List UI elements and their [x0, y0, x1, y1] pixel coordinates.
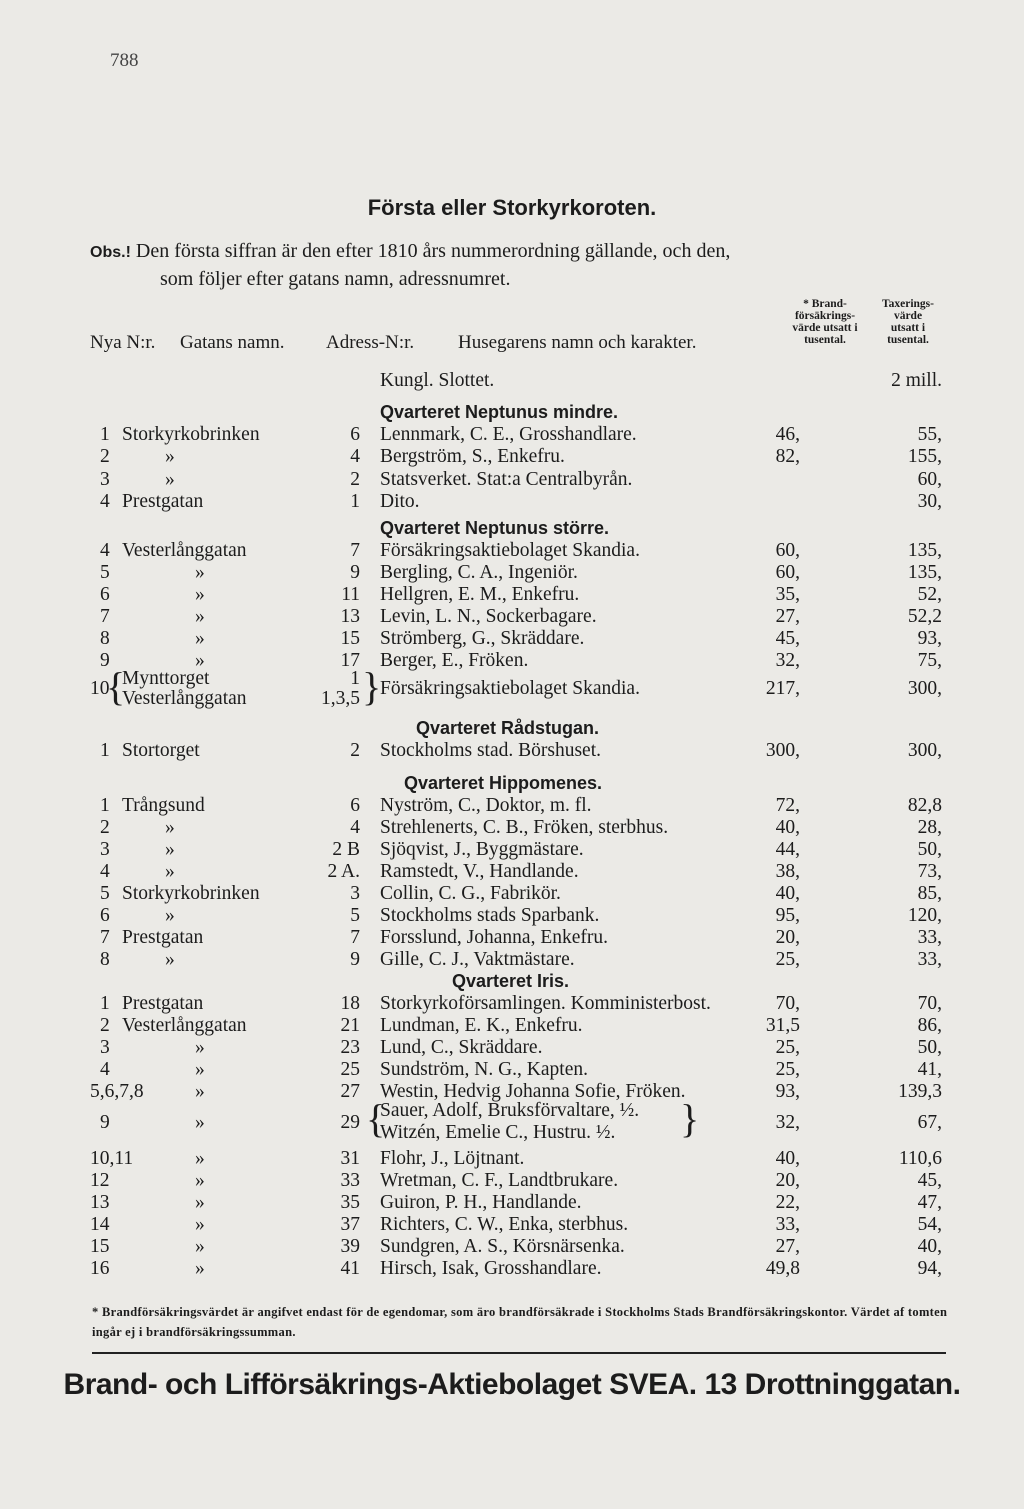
table-row: 5 Storkyrkobrinken 3 Collin, C. G., Fabrikör. 40, 85, — [100, 883, 942, 904]
note — [90, 238, 960, 292]
brace-close: } — [362, 664, 382, 709]
table-row: 7 » 13 Levin, L. N., Sockerbagare. 27, 52,2 — [100, 606, 942, 627]
brace-open: { — [366, 1096, 386, 1141]
table-row: 2 Vesterlånggatan 21 Lundman, E. K., Enkefru. 31,5 86, — [100, 1015, 942, 1036]
table-row: 4 Vesterlånggatan 7 Försäkringsaktiebolaget Skandia. 60, 135, — [100, 540, 942, 561]
advertisement: Brand- och Lifförsäkrings-Aktiebolaget SVEA. 13 Drottninggatan. — [63, 1368, 961, 1401]
table-row: 14 » 37 Richters, C. W., Enka, sterbhus. 33, 54, — [90, 1214, 942, 1235]
table-row-combined: 10 { Mynttorget Vesterlånggatan 1 1,3,5 } Försäkringsaktiebolaget Skandia. 217, 300, — [90, 664, 942, 709]
table-row: 3 » 2 Statsverket. Stat:a Centralbyrån. 60, — [100, 469, 942, 490]
header-nya-nr: Nya N:r. — [90, 332, 156, 353]
table-row: 1 Prestgatan 18 Storkyrkoförsamlingen. Komministerbost. 70, 70, — [100, 993, 942, 1014]
divider — [92, 1352, 946, 1354]
header-gatans-namn: Gatans namn. — [180, 332, 285, 353]
table-row: 12 » 33 Wretman, C. F., Landtbrukare. 20, 45, — [90, 1170, 942, 1191]
table-row: 15 » 39 Sundgren, A. S., Körsnärsenka. 27, 40, — [90, 1236, 942, 1257]
section-heading: Qvarteret Hippomenes. — [404, 773, 603, 793]
table-row: 9 » 17 Berger, E., Fröken. 32, 75, — [100, 650, 942, 671]
note-line-1: Den första siffran är den efter 1810 års nummerordning gällande, och den, — [135, 240, 731, 262]
note-label: Obs.! — [90, 244, 131, 261]
header-adress-nr: Adress-N:r. — [326, 332, 415, 353]
table-row: 3 » 23 Lund, C., Skräddare. 25, 50, — [100, 1037, 942, 1058]
section-heading: Qvarteret Iris. — [452, 971, 570, 991]
table-row: 6 » 5 Stockholms stads Sparbank. 95, 120, — [100, 905, 942, 926]
note-line-2: som följer efter gatans namn, adressnumret. — [160, 268, 511, 290]
table-row: Kungl. Slottet. 2 mill. — [380, 370, 942, 391]
header-husegare: Husegarens namn och karakter. — [458, 332, 697, 353]
table-row: 8 » 15 Strömberg, G., Skräddare. 45, 93, — [100, 628, 942, 649]
table-row: 4 » 25 Sundström, N. G., Kapten. 25, 41, — [100, 1059, 942, 1080]
footnote: * Brandförsäkringsvärdet är angifvet endast för de egendomar, som äro brandförsäkrade i Stockholms Stads Brandförsäkringskontor. Värdet af tomten ingår ej i brandförsäkringssumman. — [92, 1305, 948, 1339]
table-row: 10,11 » 31 Flohr, J., Löjtnant. 40, 110,6 — [90, 1148, 942, 1169]
table-row: 7 Prestgatan 7 Forsslund, Johanna, Enkefru. 20, 33, — [100, 927, 942, 948]
table-row: 16 » 41 Hirsch, Isak, Grosshandlare. 49,8 94, — [90, 1258, 942, 1279]
table-row: 6 » 11 Hellgren, E. M., Enkefru. 35, 52, — [100, 584, 942, 605]
header-brand: * Brand- försäkrings- värde utsatt i tusental. — [792, 298, 858, 346]
table-row: 5,6,7,8 » 27 Westin, Hedvig Johanna Sofie, Fröken. 93, 139,3 — [90, 1081, 942, 1102]
table-row: 4 » 2 A. Ramstedt, V., Handlande. 38, 73, — [100, 861, 942, 882]
section-heading: Qvarteret Rådstugan. — [416, 718, 600, 738]
table-row: 4 Prestgatan 1 Dito. 30, — [100, 491, 942, 512]
table-row-double: 9 » 29 { Sauer, Adolf, Bruksförvaltare, ½. Witzén, Emelie C., Hustru. ½. } 32, 67, — [100, 1096, 942, 1143]
table-row: 5 » 9 Bergling, C. A., Ingeniör. 60, 135, — [100, 562, 942, 583]
page-title: Första eller Storkyrkoroten. — [367, 195, 657, 220]
section-heading: Qvarteret Neptunus mindre. — [380, 402, 619, 422]
table-row: 8 » 9 Gille, C. J., Vaktmästare. 25, 33, — [100, 949, 942, 970]
table-row: 2 » 4 Bergström, S., Enkefru. 82, 155, — [100, 446, 942, 467]
brace-open: { — [106, 664, 126, 709]
table-row: 3 » 2 B Sjöqvist, J., Byggmästare. 44, 50, — [100, 839, 942, 860]
table-row: 2 » 4 Strehlenerts, C. B., Fröken, sterbhus. 40, 28, — [100, 817, 942, 838]
table-row: 13 » 35 Guiron, P. H., Handlande. 22, 47, — [90, 1192, 942, 1213]
page-number: 788 — [110, 50, 139, 71]
table-row: 1 Storkyrkobrinken 6 Lennmark, C. E., Grosshandlare. 46, 55, — [100, 424, 942, 445]
header-taxering: Taxerings- värde utsatt i tusental. — [882, 298, 934, 346]
table-row: 1 Trångsund 6 Nyström, C., Doktor, m. fl. 72, 82,8 — [100, 795, 942, 816]
section-heading: Qvarteret Neptunus större. — [380, 518, 610, 538]
table-row: 1 Stortorget 2 Stockholms stad. Börshuset. 300, 300, — [100, 740, 942, 761]
brace-close: } — [680, 1096, 700, 1141]
